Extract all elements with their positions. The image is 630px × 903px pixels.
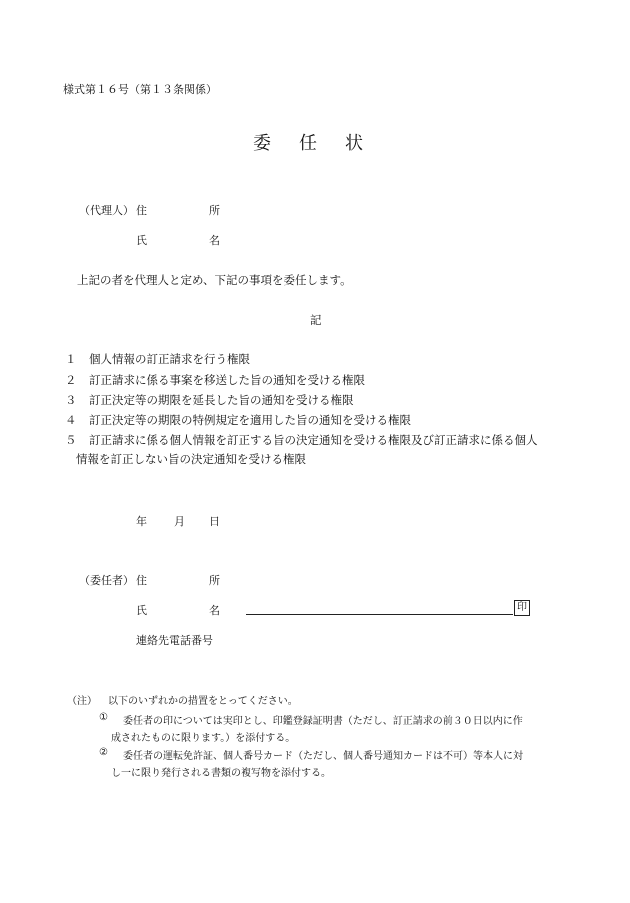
item-text: 訂正決定等の期限を延長した旨の通知を受ける権限 — [89, 393, 354, 407]
authority-item-4 — [65, 412, 411, 428]
item-number: ４ — [65, 413, 77, 427]
item-number: １ — [65, 352, 77, 366]
principal-name-label-1: 氏 — [136, 604, 147, 617]
title-char-2: 任 — [299, 133, 317, 154]
item-text: 訂正決定等の期限の特例規定を適用した旨の通知を受ける権限 — [89, 413, 411, 427]
title-char-1: 委 — [253, 133, 271, 154]
item-number: ２ — [65, 373, 77, 387]
agent-address-label-1: 住 — [136, 204, 147, 217]
form-number: 様式第１６号（第１３条関係） — [63, 83, 217, 96]
agent-name-label-2: 名 — [209, 234, 220, 247]
principal-address-label-2: 所 — [209, 574, 220, 587]
document-title — [253, 129, 391, 155]
principal-role-label: （委任者） — [79, 574, 134, 587]
agent-address-label-2: 所 — [209, 204, 220, 217]
agent-role-label: （代理人） — [79, 204, 134, 217]
item-text: 訂正請求に係る事案を移送した旨の通知を受ける権限 — [89, 373, 365, 387]
principal-address-label-1: 住 — [136, 574, 147, 587]
agent-name-label-1: 氏 — [136, 234, 147, 247]
principal-name-label-2: 名 — [209, 604, 220, 617]
date-year-label: 年 — [136, 515, 147, 528]
date-month-label: 月 — [174, 515, 185, 528]
signature-line — [246, 614, 513, 615]
item-text: 個人情報の訂正請求を行う権限 — [89, 352, 250, 366]
item-number: ３ — [65, 393, 77, 407]
phone-label: 連絡先電話番号 — [136, 634, 213, 647]
note-1-line-2: 成されたものに限ります。）を添付する。 — [111, 733, 296, 744]
note-2-mark: ② — [99, 747, 108, 758]
notes-intro: 以下のいずれかの措置をとってください。 — [108, 696, 298, 707]
notes-label: （注） — [67, 696, 97, 707]
authority-item-5 — [65, 432, 538, 448]
note-2-line-2: し一に限り発行される書類の複写物を添付する。 — [111, 768, 331, 779]
ki-heading: 記 — [310, 313, 322, 327]
note-2-line-1: 委任者の運転免許証、個人番号カード（ただし、個人番号通知カードは不可）等本人に対 — [123, 751, 523, 762]
authority-item-2 — [65, 372, 365, 388]
authority-item-5-continued: 情報を訂正しない旨の決定通知を受ける権限 — [76, 452, 306, 466]
title-char-3: 状 — [345, 133, 363, 154]
date-day-label: 日 — [209, 515, 220, 528]
note-1-line-1: 委任者の印については実印とし、印鑑登録証明書（ただし、訂正請求の前３０日以内に作 — [123, 716, 523, 727]
item-number: ５ — [65, 433, 77, 447]
note-1-mark: ① — [99, 712, 108, 723]
authority-item-3 — [65, 392, 354, 408]
delegation-statement: 上記の者を代理人と定め、下記の事項を委任します。 — [77, 273, 352, 287]
item-text: 訂正請求に係る個人情報を訂正する旨の決定通知を受ける権限及び訂正請求に係る個人 — [89, 433, 538, 447]
seal-box: 印 — [514, 600, 530, 616]
authority-item-1 — [65, 351, 250, 367]
